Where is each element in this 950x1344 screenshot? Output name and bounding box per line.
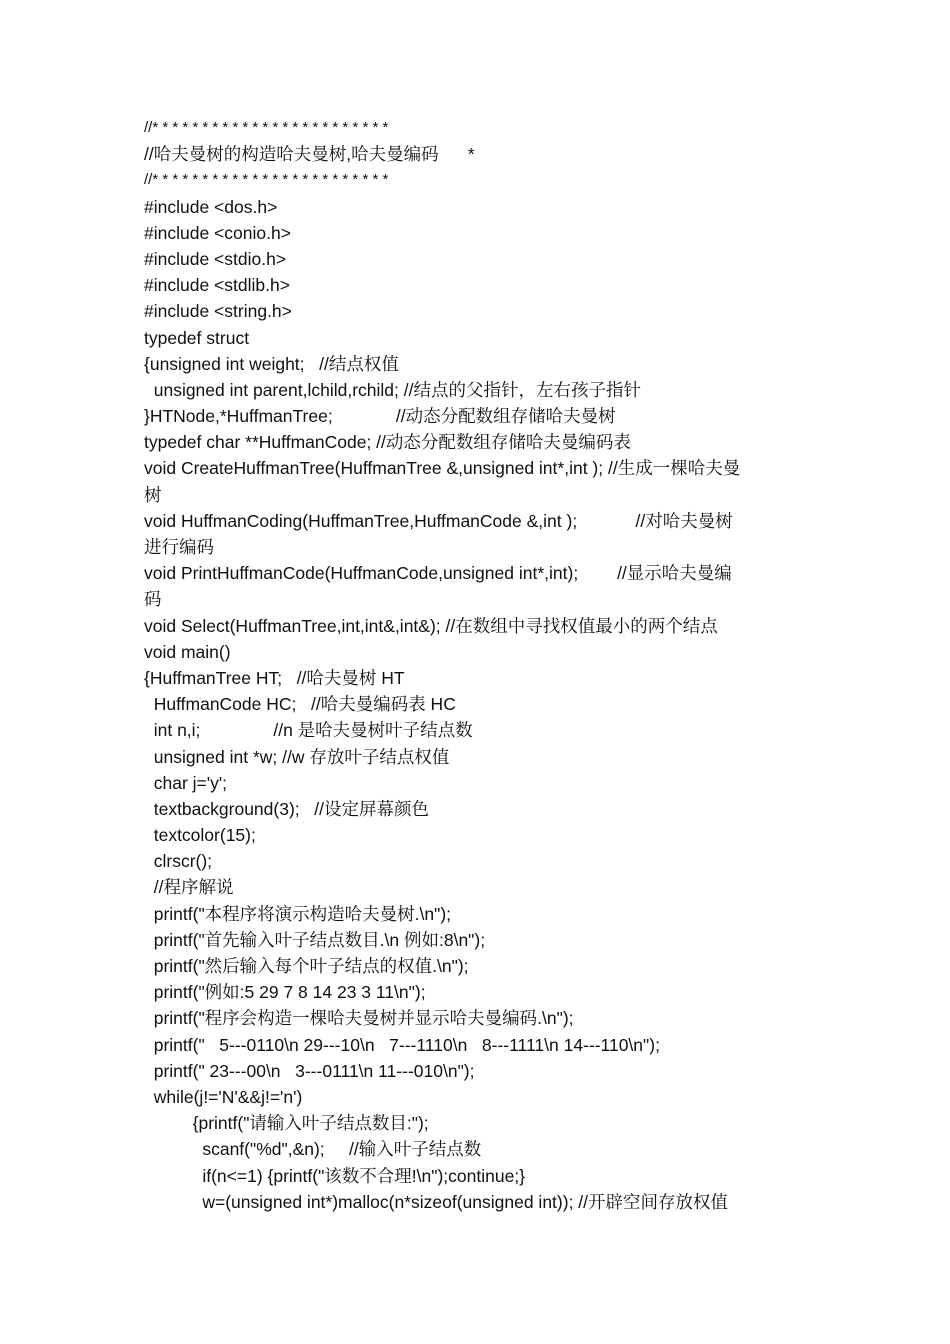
code-line: void HuffmanCoding(HuffmanTree,HuffmanCode &,int ); //对哈夫曼树 <box>144 510 733 531</box>
code-line: printf("本程序将演示构造哈夫曼树.\n"); <box>144 903 452 924</box>
code-line: w=(unsigned int*)malloc(n*sizeof(unsigned int)); //开辟空间存放权值 <box>144 1191 729 1212</box>
code-line: printf(" 5---0110\n 29---10\n 7---1110\n 8---1111\n 14---110\n"); <box>144 1034 660 1055</box>
code-line: textcolor(15); <box>144 825 256 846</box>
code-line: textbackground(3); //设定屏幕颜色 <box>144 798 429 819</box>
code-line: clrscr(); <box>144 851 213 872</box>
comment-title: //哈夫曼树的构造哈夫曼树,哈夫曼编码 * <box>144 144 475 165</box>
code-line: printf("首先输入叶子结点数目.\n 例如:8\n"); <box>144 929 486 950</box>
comment-banner-bottom: //* * * * * * * * * * * * * * * * * * * * * * * * <box>144 171 389 189</box>
code-line: #include <stdio.h> <box>144 248 287 269</box>
code-line: #include <stdlib.h> <box>144 275 290 296</box>
code-line: while(j!='N'&&j!='n') <box>144 1086 303 1107</box>
code-line: int n,i; //n 是哈夫曼树叶子结点数 <box>144 720 473 741</box>
code-line: void Select(HuffmanTree,int,int&,int&); //在数组中寻找权值最小的两个结点 <box>144 615 718 636</box>
code-line: scanf("%d",&n); //输入叶子结点数 <box>144 1139 482 1160</box>
code-line: {unsigned int weight; //结点权值 <box>144 353 399 374</box>
code-line: 进行编码 <box>144 537 214 557</box>
code-line: unsigned int *w; //w 存放叶子结点权值 <box>144 746 450 767</box>
code-line: if(n<=1) {printf("该数不合理!\n");continue;} <box>144 1165 526 1186</box>
code-line: {printf("请输入叶子结点数目:"); <box>144 1113 429 1134</box>
code-line: 码 <box>144 589 162 610</box>
code-line: typedef char **HuffmanCode; //动态分配数组存储哈夫曼编码表 <box>144 432 631 453</box>
code-line: unsigned int parent,lchild,rchild; //结点的父指针，左右孩子指针 <box>144 379 641 400</box>
code-line: void main() <box>144 641 231 662</box>
code-line: printf(" 23---00\n 3---0111\n 11---010\n"); <box>144 1060 475 1081</box>
code-line: typedef struct <box>144 327 250 348</box>
code-line: printf("程序会构造一棵哈夫曼树并显示哈夫曼编码.\n"); <box>144 1008 574 1029</box>
code-line: HuffmanCode HC; //哈夫曼编码表 HC <box>144 694 456 715</box>
code-line: #include <dos.h> <box>144 196 278 217</box>
code-line: #include <string.h> <box>144 301 292 322</box>
code-line: void CreateHuffmanTree(HuffmanTree &,unsigned int*,int ); //生成一棵哈夫曼 <box>144 458 741 479</box>
code-line: }HTNode,*HuffmanTree; //动态分配数组存储哈夫曼树 <box>144 406 616 427</box>
comment-banner-top: //* * * * * * * * * * * * * * * * * * * * * * * * <box>144 119 389 136</box>
code-line: printf("例如:5 29 7 8 14 23 3 11\n"); <box>144 982 426 1003</box>
code-line: //程序解说 <box>144 877 234 898</box>
code-listing <box>144 115 804 1215</box>
code-line: {HuffmanTree HT; //哈夫曼树 HT <box>144 667 405 688</box>
code-line: 树 <box>144 484 162 505</box>
code-line: void PrintHuffmanCode(HuffmanCode,unsigned int*,int); //显示哈夫曼编 <box>144 563 732 584</box>
code-line: printf("然后输入每个叶子结点的权值.\n"); <box>144 956 469 976</box>
code-line: #include <conio.h> <box>144 222 291 243</box>
code-line: char j='y'; <box>144 772 228 793</box>
